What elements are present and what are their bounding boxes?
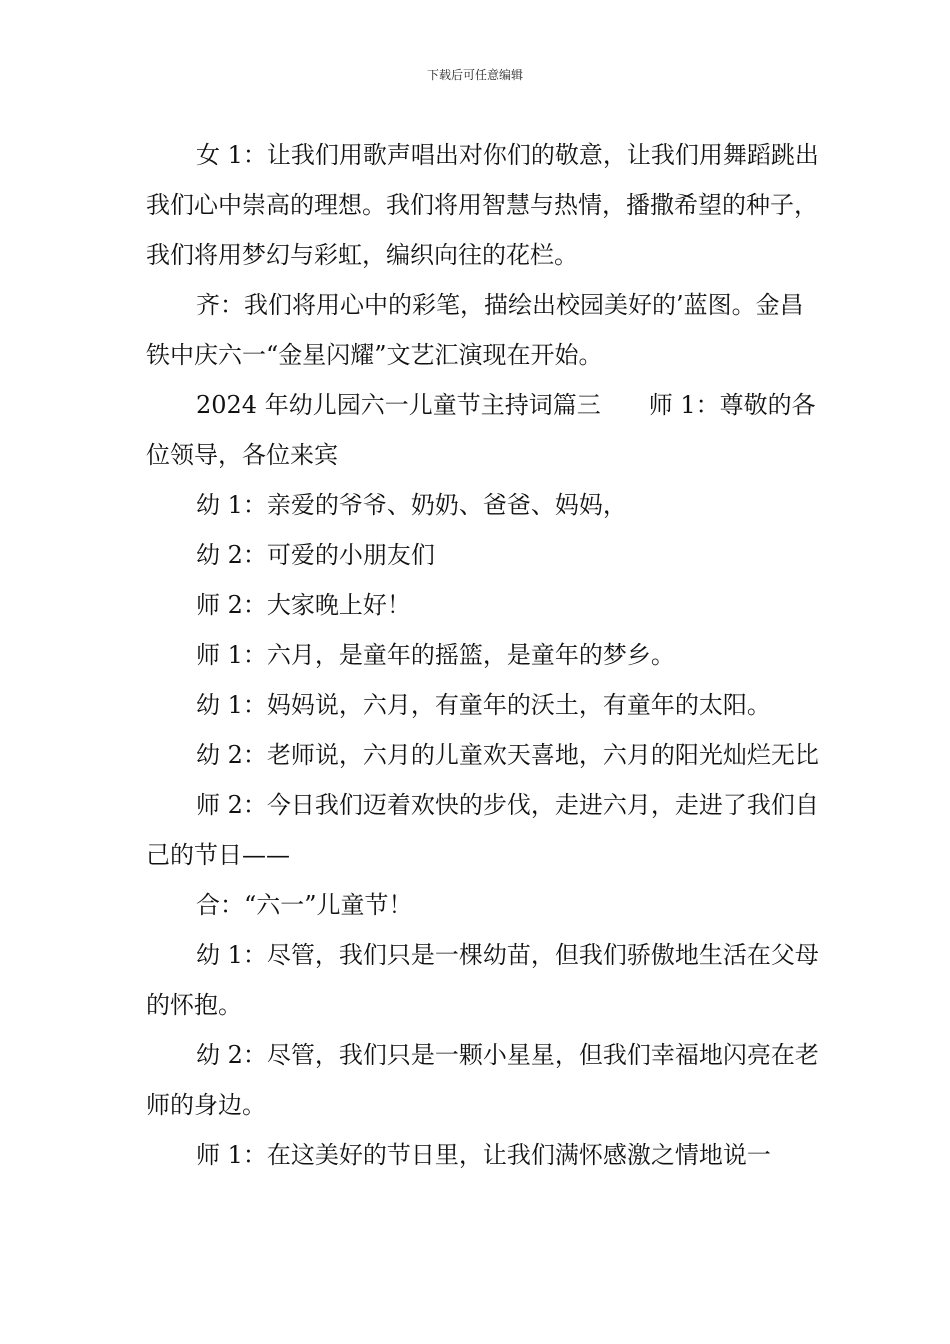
paragraph: 女 1：让我们用歌声唱出对你们的敬意，让我们用舞蹈跳出我们心中崇高的理想。我们将用智慧与热情，播撒希望的种子，我们将用梦幻与彩虹，编织向往的花栏。 [146,141,819,269]
paragraph: 师 2：大家晚上好！ [196,591,411,619]
paragraph: 师 1：在这美好的节日里，让我们满怀感激之情地说一 [196,1141,771,1169]
paragraph: 师 2：今日我们迈着欢快的步伐，走进六月，走进了我们自己的节日—— [146,791,819,869]
paragraph: 幼 2：可爱的小朋友们 [196,541,435,569]
page-header: 下载后可任意编辑 [426,68,523,82]
paragraph: 幼 2：尽管，我们只是一颗小星星，但我们幸福地闪亮在老师的身边。 [146,1041,819,1119]
paragraph: 幼 1：尽管，我们只是一棵幼苗，但我们骄傲地生活在父母的怀抱。 [146,941,819,1019]
paragraph: 幼 1：妈妈说，六月，有童年的沃土，有童年的太阳。 [196,691,771,719]
paragraph: 2024 年幼儿园六一儿童节主持词篇三 师 1：尊敬的各位领导，各位来宾 [146,391,816,469]
paragraph: 幼 1：亲爱的爷爷、奶奶、爸爸、妈妈， [196,491,627,519]
paragraph: 合：“六一”儿童节！ [196,891,413,919]
document-body [146,130,826,1180]
paragraph: 师 1：六月，是童年的摇篮，是童年的梦乡。 [196,641,675,669]
paragraph: 幼 2：老师说，六月的儿童欢天喜地，六月的阳光灿烂无比 [196,741,819,769]
paragraph: 齐：我们将用心中的彩笔，描绘出校园美好的’蓝图。金昌铁中庆六一“金星闪耀”文艺汇演现在开始。 [146,291,804,369]
